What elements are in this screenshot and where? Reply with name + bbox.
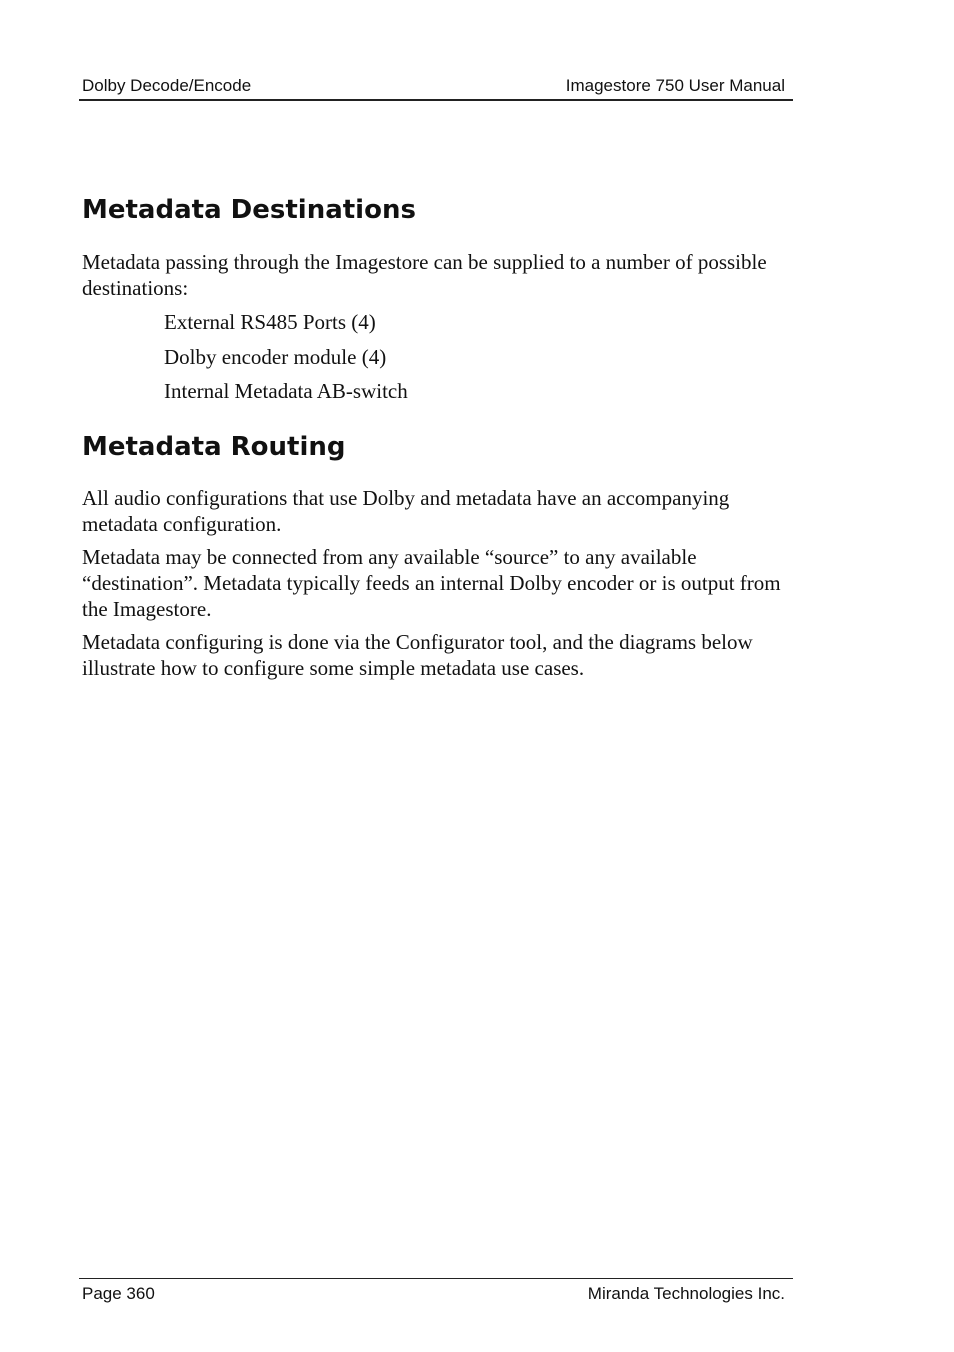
page-footer [79,1278,793,1305]
header-section-title: Dolby Decode/Encode [82,76,252,95]
list-item: External RS485 Ports (4) [164,310,376,334]
routing-heading: Metadata Routing [82,432,346,462]
destinations-section [82,193,794,404]
routing-paragraph: Metadata configuring is done via the Configurator tool, and the diagrams below illustrate how to configure some simple metadata use cases. [82,630,753,680]
header-manual-title: Imagestore 750 User Manual [565,76,785,95]
routing-section [82,430,794,681]
routing-paragraph: Metadata may be connected from any available “source” to any available “destination”. Metadata typically feeds an internal Dolby encoder or is output from the Imagestore. [82,545,781,621]
destinations-intro: Metadata passing through the Imagestore can be supplied to a number of possible destinations: [82,250,767,300]
destinations-heading: Metadata Destinations [82,195,416,225]
destinations-list [82,309,794,404]
list-item: Internal Metadata AB-switch [164,379,408,403]
list-item: Dolby encoder module (4) [164,344,387,369]
page-content [82,193,794,688]
company-name: Miranda Technologies Inc. [587,1284,785,1303]
page-header [79,74,793,101]
routing-paragraph: All audio configurations that use Dolby and metadata have an accompanying metadata configuration. [82,486,730,536]
page-number: Page 360 [82,1284,155,1303]
